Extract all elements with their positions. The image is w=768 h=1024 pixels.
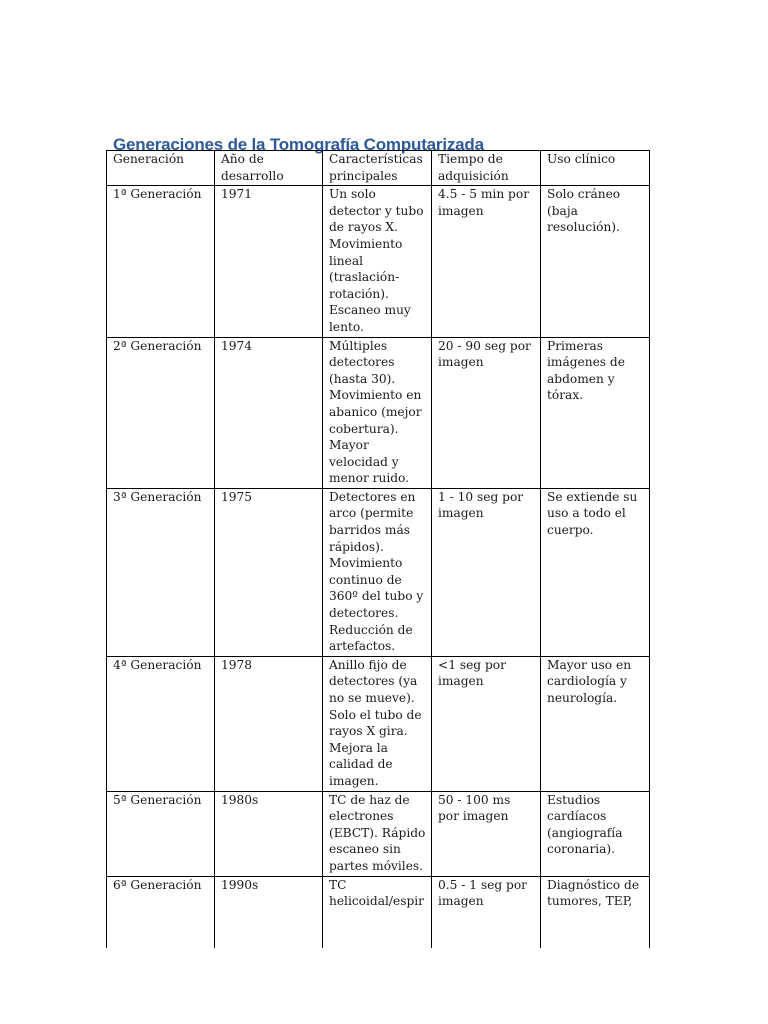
cell-uso: Estudios cardíacos (angiografía coronaria). <box>541 791 650 876</box>
cell-generacion: 2ª Generación <box>107 337 215 488</box>
cell-anio: 1971 <box>215 186 323 337</box>
cell-uso: Se extiende su uso a todo el cuerpo. <box>541 488 650 656</box>
cell-uso: Primeras imágenes de abdomen y tórax. <box>541 337 650 488</box>
cell-caracteristicas: Anillo fijo de detectores (ya no se mueve). Solo el tubo de rayos X gira. Mejora la calidad de imagen. <box>323 656 432 791</box>
header-generacion: Generación <box>107 151 215 186</box>
cell-generacion: 1ª Generación <box>107 186 215 337</box>
cell-caracteristicas: Múltiples detectores (hasta 30). Movimiento en abanico (mejor cobertura). Mayor velocidad y menor ruido. <box>323 337 432 488</box>
cell-anio: 1975 <box>215 488 323 656</box>
cell-tiempo: 1 - 10 seg por imagen <box>432 488 541 656</box>
cell-tiempo: 4.5 - 5 min por imagen <box>432 186 541 337</box>
cell-anio: 1974 <box>215 337 323 488</box>
cell-caracteristicas: Un solo detector y tubo de rayos X. Movimiento lineal (traslación-rotación). Escaneo muy lento. <box>323 186 432 337</box>
cell-tiempo: 50 - 100 ms por imagen <box>432 791 541 876</box>
cell-generacion: 4ª Generación <box>107 656 215 791</box>
cell-caracteristicas: TC de haz de electrones (EBCT). Rápido escaneo sin partes móviles. <box>323 791 432 876</box>
table-row <box>107 791 650 876</box>
table-row <box>107 337 650 488</box>
cell-generacion: 5ª Generación <box>107 791 215 876</box>
page-title: Generaciones de la Tomografía Computarizada <box>113 135 484 155</box>
cell-generacion: 6ª Generación <box>107 876 215 948</box>
cell-caracteristicas: TC helicoidal/espir <box>323 876 432 948</box>
cell-uso: Diagnóstico de tumores, TEP, <box>541 876 650 948</box>
table-row <box>107 656 650 791</box>
generations-table <box>106 150 650 948</box>
header-tiempo: Tiempo de adquisición <box>432 151 541 186</box>
cell-anio: 1978 <box>215 656 323 791</box>
cell-tiempo: 20 - 90 seg por imagen <box>432 337 541 488</box>
cell-uso: Mayor uso en cardiología y neurología. <box>541 656 650 791</box>
cell-uso: Solo cráneo (baja resolución). <box>541 186 650 337</box>
cell-tiempo: 0.5 - 1 seg por imagen <box>432 876 541 948</box>
table-row <box>107 186 650 337</box>
header-caracteristicas: Características principales <box>323 151 432 186</box>
cell-anio: 1980s <box>215 791 323 876</box>
table-row <box>107 488 650 656</box>
table-row <box>107 876 650 948</box>
header-anio: Año de desarrollo <box>215 151 323 186</box>
cell-tiempo: <1 seg por imagen <box>432 656 541 791</box>
table-header-row <box>107 151 650 186</box>
cell-generacion: 3ª Generación <box>107 488 215 656</box>
cell-caracteristicas: Detectores en arco (permite barridos más rápidos). Movimiento continuo de 360º del tubo y detectores. Reducción de artefactos. <box>323 488 432 656</box>
cell-anio: 1990s <box>215 876 323 948</box>
header-uso: Uso clínico <box>541 151 650 186</box>
